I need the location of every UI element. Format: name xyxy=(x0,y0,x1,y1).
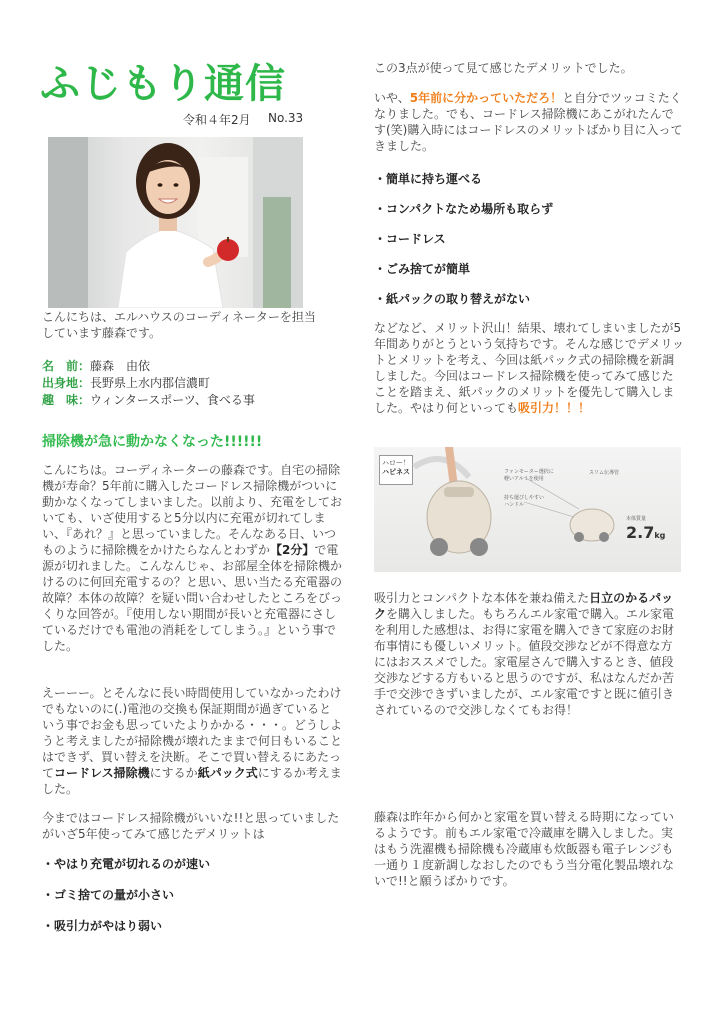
p1-highlight: 【2分】 xyxy=(270,543,315,557)
r2-text-a: いや、 xyxy=(374,91,410,105)
profile-intro: こんにちは、エルハウスのコーディネーターを担当しています藤森です。 xyxy=(42,310,316,340)
badge-top-text: ハロー！ xyxy=(382,459,410,467)
note-line: 軽いアルミを使用 xyxy=(504,476,544,482)
weight-label: 本体質量 xyxy=(626,516,647,522)
p2-highlight-paperpack: 紙パック式 xyxy=(197,766,258,780)
r4-highlight: 日立のかるパック xyxy=(374,591,674,621)
issue-number: No.33 xyxy=(268,111,304,125)
product-note-1 xyxy=(504,469,554,483)
r3-text-a: などなど、メリット沢山！結果、壊れてしまいましたが5年間ありがとうという気持ちです。そんな感じでデメリットとメリットを考え、今回は紙パック式の掃除機を新調しました。今回はコードレス掃除機を使ってみて感じたことを踏まえ、紙パックのメリットを優先して購入しました。やはり何といっても xyxy=(374,321,684,415)
note-line: ファンモーター選択に xyxy=(504,469,554,475)
apple xyxy=(217,239,239,261)
hobby-value: ウィンタースポーツ、食べる事 xyxy=(90,393,255,407)
staff-photo xyxy=(48,137,303,308)
merit-item: ・ごみ捨てが簡単 xyxy=(374,262,471,276)
profile-name-row xyxy=(42,358,150,374)
issue-date: 令和４年2月 xyxy=(183,113,251,127)
name-value: 藤森 由依 xyxy=(90,359,151,373)
weight-value xyxy=(626,523,665,542)
r4-text-c: を購入しました。もちろんエル家電で購入。エル家電を利用した感想は、お得に家電を購入できて家庭のお財布事情にも優しいメリット。値段交渉などが不得意な方にはおススメでした。家電屋さんで購入するとき、値段交渉などする方もいると思うのですが、私はなんだか苦手で交渉できずいましたが、エル家電ですと既に値引きされているので交渉しなくてもお得！ xyxy=(374,607,675,717)
p2-text-c: にするか xyxy=(149,766,198,780)
name-label: 名 前： xyxy=(42,359,91,373)
birthplace-label: 出身地： xyxy=(42,376,91,390)
note-line: 持ち運びしやすい xyxy=(504,495,545,501)
badge-bottom-text: ハピネス xyxy=(382,468,410,476)
p1-text-a: こんにちは。コーディネーターの藤森です。自宅の掃除機が寿命？5年前に購入したコードレス掃除機がついに動かなくなってしまいました。以前より、充電をしておいても、いざ使用すると5分以内に充電が切れてしまい、『あれ？』と思っていました。そんなある日、いつものように掃除機をかけたらなんとわずか xyxy=(42,463,343,557)
r2-text-c: と自分でツッコミたくなりました。でも、コードレス掃除機にあこがれたんです(笑)購入時にはコードレスのメリットばかり目に入ってきました。 xyxy=(374,91,683,153)
right-paragraph-5: 藤森は昨年から何かと家電を買い替える時期になっているようです。前もエル家電で冷蔵庫を購入しました。実はもう洗濯機も掃除機も冷蔵庫も炊飯器も電子レンジも一通り１度新調しなおしたのでもう当分電化製品壊れないで!!と願うばかりです。 xyxy=(374,810,675,888)
product-note-3: スリム伝導管 xyxy=(589,470,620,476)
article-heading: 掃除機が急に動かなくなった!!!!!! xyxy=(42,434,263,450)
profile-birthplace-row xyxy=(42,375,210,391)
article-paragraph-1 xyxy=(42,462,342,654)
vacuum-product-image xyxy=(374,447,681,572)
profile-hobby-row xyxy=(42,392,255,408)
merit-item: ・コードレス xyxy=(374,232,446,246)
demerit-item: ・吸引力がやはり弱い xyxy=(42,919,163,933)
article-paragraph-3: 今まではコードレス掃除機がいいな!!と思っていましたがいざ5年使ってみて感じたデメリットは xyxy=(42,811,340,841)
p1-text-c: で電源が切れました。こんなんじゃ、お部屋全体を掃除機かけるのに何回充電するの？と思い、思い当たる充電器の故障？本体の故障？を疑い問い合わせしたところをびっくりな回答が。『使用しない期間が長いと充電器にさしているだけでも電池の消耗をしてしまう。』という事でした。 xyxy=(42,543,343,653)
right-paragraph-2 xyxy=(374,90,684,154)
r3-highlight: 吸引力！！！ xyxy=(518,401,591,415)
hobby-label: 趣 味： xyxy=(42,393,91,407)
product-note-2 xyxy=(504,495,544,509)
r4-text-a: 吸引力とコンパクトな本体を兼ね備えた xyxy=(374,591,590,605)
p2-text-e: にするか考えました。 xyxy=(42,766,342,796)
birthplace-value: 長野県上水内郡信濃町 xyxy=(90,376,211,390)
right-paragraph-3 xyxy=(374,320,684,416)
merit-item: ・紙パックの取り替えがない xyxy=(374,292,531,306)
note-line: ハンドル xyxy=(504,502,525,508)
p2-text-a: えーーー。とそんなに長い時間使用していなかったわけでもないのに(.)電池の交換も保証期間が過ぎているという事でお金も思っていたよりかかる・・・。どうしようと考えましたが掃除機が壊れたままで何日もいることはできず、買い替えを決断。そこで買い替えるにあたって xyxy=(42,686,343,780)
demerit-item: ・ゴミ捨ての量が小さい xyxy=(42,888,175,902)
weight-number: 2.7 xyxy=(626,523,655,542)
right-paragraph-4 xyxy=(374,590,684,718)
newsletter-title: ふじもり通信 xyxy=(40,61,286,107)
merit-item: ・コンパクトなため場所も取らず xyxy=(374,202,554,216)
r2-highlight: 5年前に分かっていただろ！ xyxy=(409,91,563,105)
weight-unit: kg xyxy=(654,531,666,540)
merit-item: ・簡単に持ち運べる xyxy=(374,172,483,186)
article-paragraph-2 xyxy=(42,685,342,797)
right-paragraph-1: この3点が使って見て感じたデメリットでした。 xyxy=(374,61,633,75)
demerit-item: ・やはり充電が切れるのが速い xyxy=(42,857,211,871)
p2-highlight-cordless: コードレス掃除機 xyxy=(54,766,150,780)
